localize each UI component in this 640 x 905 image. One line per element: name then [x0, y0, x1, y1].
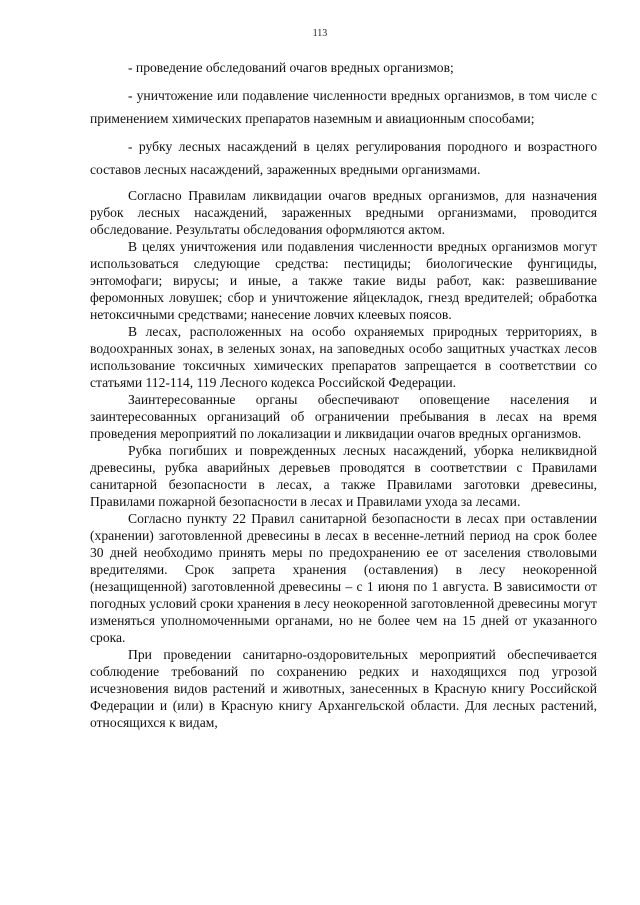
- page-number: 113: [312, 28, 328, 39]
- paragraph-rare-species: При проведении санитарно-оздоровительных мероприятий обеспечивается соблюдение требований по сохранению редких и находящихся под угрозой исчезновения видов растений и животных, занесенных в Красную книгу Российской Федерации и (или) в Красную книгу Архангельской области. Для лесных растений, относящихся к видам,: [90, 647, 597, 730]
- list-item-destruction: - уничтожение или подавление численности вредных организмов, в том числе с применением химических препаратов наземным и авиационным способами;: [90, 88, 597, 126]
- paragraph-protected-territories: В лесах, расположенных на особо охраняемых природных территориях, в водоохранных зонах, в зеленых зонах, на заповедных особо защитных участках лесов использование токсичных химических препаратов запрещается в соответствии со статьями 112-114, 119 Лесного кодекса Российской Федерации.: [90, 324, 597, 390]
- paragraph-survey-rules: Согласно Правилам ликвидации очагов вредных организмов, для назначения рубок лесных насаждений, зараженных вредными организмами, проводится обследование. Результаты обследования оформляются актом.: [90, 188, 597, 237]
- paragraph-control-means: В целях уничтожения или подавления численности вредных организмов могут использоваться следующие средства: пестициды; биологические фунгициды, энтомофаги; вирусы; и иные, а также такие виды работ, как: развешивание феромонных ловушек; сбор и уничтожение яйцекладок, гнезд вредителей; обработка нетоксичными средствами; нанесение ловчих клеевых поясов.: [90, 239, 597, 322]
- paragraph-notification: Заинтересованные органы обеспечивают оповещение населения и заинтересованных организаций об ограничении пребывания в лесах на время проведения мероприятий по локализации и ликвидации очагов вредных организмов.: [90, 392, 597, 441]
- list-item-survey: - проведение обследований очагов вредных организмов;: [128, 60, 454, 75]
- paragraph-dead-trees-felling: Рубка погибших и поврежденных лесных насаждений, уборка неликвидной древесины, рубка аварийных деревьев проводятся в соответствии с Правилами санитарной безопасности в лесах, а также Правилами заготовки древесины, Правилами пожарной безопасности в лесах и Правилами ухода за лесами.: [90, 443, 597, 509]
- list-item-felling: - рубку лесных насаждений в целях регулирования породного и возрастного составов лесных насаждений, зараженных вредными организмами.: [90, 139, 597, 177]
- paragraph-timber-storage: Согласно пункту 22 Правил санитарной безопасности в лесах при оставлении (хранении) заготовленной древесины в лесах в весенне-летний период на срок более 30 дней необходимо принять меры по предохранению ее от заселения стволовыми вредителями. Срок запрета хранения (оставления) в лесу неокоренной (незащищенной) заготовленной древесины – с 1 июня по 1 августа. В зависимости от погодных условий сроки хранения в лесу неокоренной заготовленной древесины могут изменяться уполномоченными органами, но не более чем на 15 дней от указанного срока.: [90, 511, 597, 645]
- page-body: [90, 56, 597, 731]
